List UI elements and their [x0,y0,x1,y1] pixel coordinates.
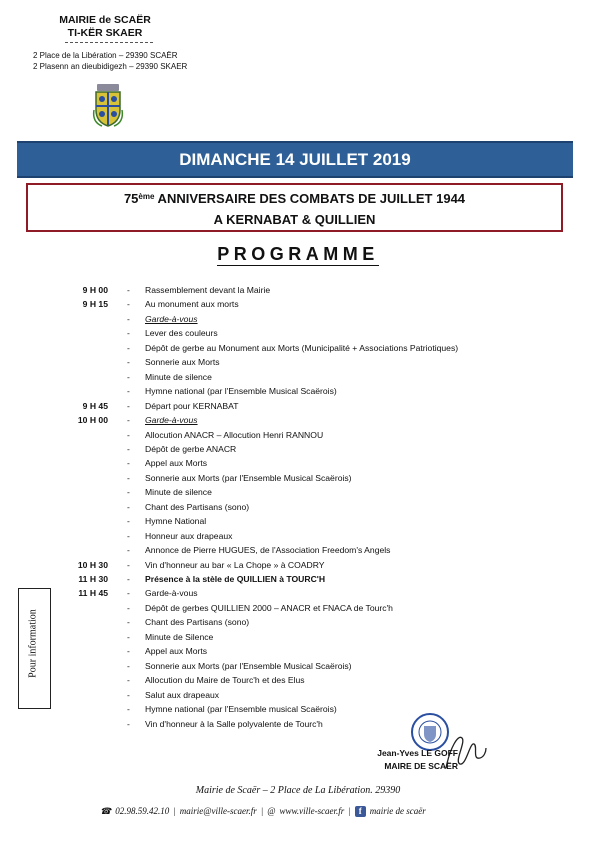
schedule-dash: - [127,631,130,642]
schedule-item: Honneur aux drapeaux [145,530,233,541]
mairie-name: MAIRIE de SCAËR [59,14,151,26]
schedule-time: 10 H 30 [77,559,108,570]
anniversary-line-1 [28,188,561,209]
schedule-item: Allocution du Maire de Tourc'h et des Elus [145,675,305,686]
schedule-item: Sonnerie aux Morts [145,357,220,368]
schedule-dash: - [127,501,130,512]
schedule-dash: - [127,545,130,556]
schedule-dash: - [127,313,130,324]
schedule-item: Au monument aux morts [145,299,239,310]
anniversary-line-2: A KERNABAT & QUILLIEN [213,212,376,227]
footer-phone: 02.98.59.42.10 [115,806,170,816]
schedule-item: Appel aux Morts [145,646,208,657]
schedule-dash: - [127,588,130,599]
footer-address: Mairie de Scaër – 2 Place de La Libération. 29390 [195,785,401,796]
facebook-icon[interactable]: f [355,806,366,817]
schedule-dash: - [127,574,130,584]
schedule-item: Allocution ANACR – Allocution Henri RANNOU [145,429,324,440]
schedule-dash: - [127,342,130,353]
schedule-time: 11 H 45 [78,588,108,599]
schedule-item: Vin d'honneur à la Salle polyvalente de Tourc'h [145,718,323,729]
header-divider [65,42,153,43]
schedule-time: 10 H 00 [77,415,108,426]
anniversary-sup: ème [138,192,155,201]
schedule-item: Lever des couleurs [145,328,218,339]
schedule-item: Chant des Partisans (sono) [145,617,250,628]
schedule-item: Minute de silence [145,371,212,382]
anniversary-title: ANNIVERSAIRE DES COMBATS DE JUILLET 1944 [154,191,466,206]
date-banner: DIMANCHE 14 JUILLET 2019 [17,141,573,178]
schedule-dash: - [127,299,130,310]
schedule-dash: - [127,559,130,570]
schedule-dash: - [127,646,130,657]
footer-separator: | [173,806,176,816]
schedule-dash: - [127,718,130,729]
address-fr: 2 Place de la Libération – 29390 SCAËR [33,51,178,60]
schedule-item: Annonce de Pierre HUGUES, de l'Association Freedom's Angels [145,545,391,556]
schedule-item: Vin d'honneur au bar « La Chope » à COADRY [145,559,325,570]
schedule-dash: - [127,328,130,339]
schedule-dash: - [127,443,130,454]
schedule-item: Dépôt de gerbe au Monument aux Morts (Municipalité + Associations Patriotiques) [145,342,459,353]
at-icon: @ [267,806,276,816]
schedule-item: Garde-à-vous [145,415,198,426]
schedule-dash: - [127,371,130,382]
footer-website[interactable]: www.ville-scaer.fr [279,806,345,816]
programme-title: PROGRAMME [217,244,379,264]
footer-separator: | [348,806,351,816]
schedule-dash: - [127,285,130,295]
mayor-title: MAIRE DE SCAËR [384,761,458,771]
schedule-item: Présence à la stèle de QUILLIEN à TOURC'H [145,574,326,584]
schedule-dash: - [127,530,130,541]
schedule-item: Minute de Silence [145,631,214,642]
schedule-dash: - [127,602,130,613]
schedule-dash: - [127,689,130,700]
schedule-dash: - [127,660,130,671]
side-note-text: Pour information [27,609,39,678]
schedule-dash: - [127,429,130,440]
schedule-item: Salut aux drapeaux [145,689,220,700]
schedule-dash: - [127,675,130,686]
schedule-dash: - [127,357,130,368]
phone-icon: ☎ [100,806,112,816]
schedule-dash: - [127,415,130,426]
programme-heading [0,244,596,265]
schedule-item: Minute de silence [145,487,212,498]
schedule-dash: - [127,472,130,483]
schedule-dash: - [127,386,130,397]
schedule-time: 11 H 30 [78,574,108,584]
schedule-item: Rassemblement devant la Mairie [145,285,271,295]
schedule-item: Hymne national (par l'Ensemble Musical Scaërois) [145,386,337,397]
schedule-item: Départ pour KERNABAT [145,400,239,411]
schedule-item: Garde-à-vous [145,588,198,599]
footer-separator: | [260,806,264,816]
footer-facebook[interactable]: mairie de scaër [369,806,426,816]
schedule-dash: - [127,516,130,527]
schedule-dash: - [127,400,130,411]
mayor-name: Jean-Yves LE GOFF [377,748,458,758]
footer-contacts [100,806,430,817]
schedule-time: 9 H 00 [82,285,108,295]
schedule-item: Chant des Partisans (sono) [145,501,250,512]
tiker-name: TI-KËR SKAER [67,27,143,39]
schedule-time: 9 H 45 [82,400,108,411]
schedule-item: Hymne National [145,516,207,527]
schedule-item: Appel aux Morts [145,458,208,469]
schedule-item: Dépôt de gerbes QUILLIEN 2000 – ANACR et FNACA de Tourc'h [145,602,393,613]
schedule-item: Sonnerie aux Morts (par l'Ensemble Musical Scaërois) [145,472,352,483]
schedule-item: Sonnerie aux Morts (par l'Ensemble Musical Scaërois) [145,660,352,671]
schedule-dash: - [127,617,130,628]
schedule-dash: - [127,458,130,469]
coat-of-arms-icon [92,82,124,128]
schedule-time: 9 H 15 [82,299,108,310]
anniversary-box [26,183,563,232]
schedule-item: Garde-à-vous [145,313,198,324]
schedule-item: Dépôt de gerbe ANACR [145,443,237,454]
schedule-item: Hymne national (par l'Ensemble musical Scaërois) [145,704,337,715]
schedule-dash: - [127,704,130,715]
footer-email[interactable]: mairie@ville-scaer.fr [179,806,257,816]
address-br: 2 Plasenn an dieubidigezh – 29390 SKAER [33,62,188,71]
schedule-dash: - [127,487,130,498]
anniversary-number: 75 [123,191,139,206]
